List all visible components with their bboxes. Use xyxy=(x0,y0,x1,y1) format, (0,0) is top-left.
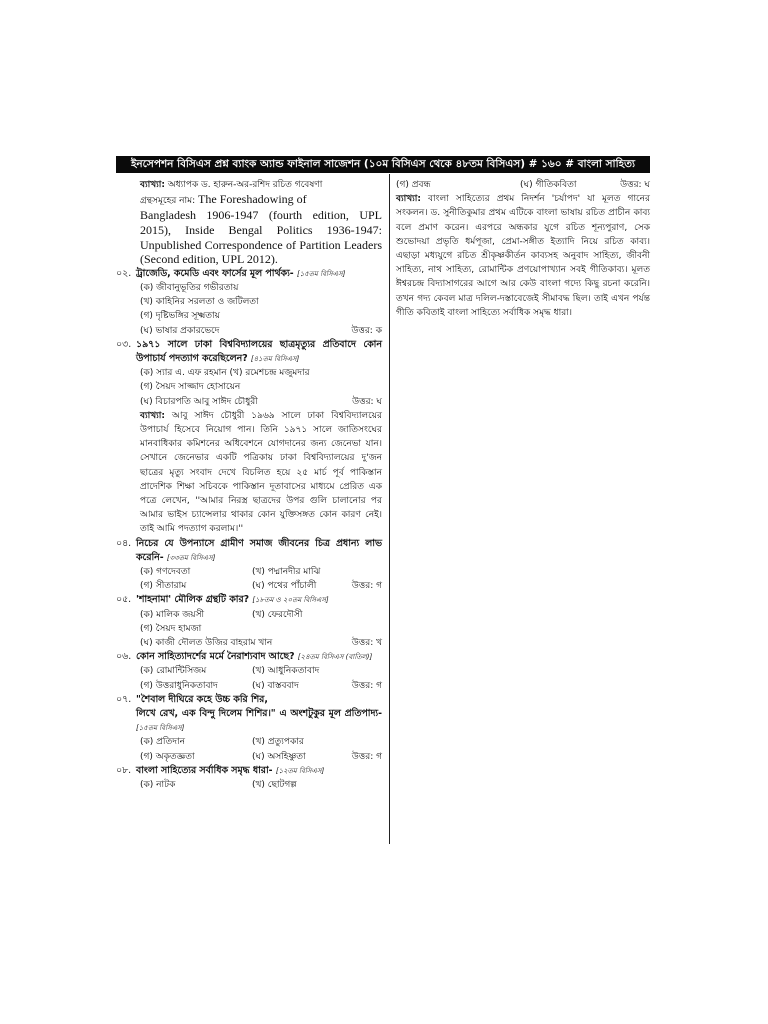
option-d: (ঘ) গীতিকবিতা xyxy=(520,180,577,190)
left-column xyxy=(116,178,382,792)
exam-tag: [৩৩তম বিসিএস] xyxy=(166,553,216,562)
question-text: কোন সাহিত্যাদর্শের মর্মে নৈরাশ্যবাদ আছে? xyxy=(136,651,295,663)
exam-tag: [৪১তম বিসিএস] xyxy=(250,355,300,363)
page-header-banner: ইনসেপশন বিসিএস প্রশ্ন ব্যাংক অ্যান্ড ফাইনাল সাজেশন (১০ম বিসিএস থেকে ৪৮তম বিসিএস) # ১৬০ # বাংলা সাহিত্য xyxy=(116,156,650,173)
option-a: (ক) জীবানুভূতির গভীরতায় xyxy=(140,282,239,293)
option-a: (ক) রোমান্টিসিজম xyxy=(140,666,207,677)
option-a: (ক) মালিক জয়সী xyxy=(140,609,205,620)
answer: উত্তর: ক xyxy=(351,325,382,336)
question-text: ট্রাজেডি, কমেডি এবং ফার্সের মূল পার্থক্য- xyxy=(136,267,294,279)
answer: উত্তর: ঘ xyxy=(352,396,382,407)
column-divider xyxy=(389,174,390,844)
question-08 xyxy=(116,764,382,792)
english-reference: Bangladesh 1906-1947 (fourth edition, UPL 2015), Inside Bengal Politics 1936-1947: Unpublished Correspondence of Partition Leaders (Second edition, UPL 2012). xyxy=(140,208,382,267)
question-text: বাংলা সাহিত্যের সর্বাধিক সমৃদ্ধ ধারা- xyxy=(136,764,273,776)
option-b: (খ) আধুনিকতাবাদ xyxy=(252,666,320,677)
option-d: (ঘ) বাস্তববাদ xyxy=(252,680,299,691)
answer: উত্তর: গ xyxy=(351,581,382,592)
question-text: এ অংশটুকুর মূল প্রতিপাদ্য- xyxy=(275,708,382,720)
option-c: (গ) সৈয়দ সাজ্জাদ হোসায়েন xyxy=(140,382,241,393)
option-b: (খ) ফেরদৌসী xyxy=(252,609,303,620)
answer: উত্তর: খ xyxy=(351,638,382,649)
explanation-label: ব্যাখ্যা: xyxy=(396,194,421,205)
question-number: ০৬. xyxy=(116,651,132,663)
question-number: ০২. xyxy=(116,267,132,279)
question-06 xyxy=(116,650,382,693)
option-d: (ঘ) কাজী দৌলত উজির বাহরাম খান xyxy=(140,638,273,649)
option-a: (ক) গণদেবতা xyxy=(140,567,191,578)
explanation: ব্যাখ্যা: আবু সাঈদ চৌধুরী ১৯৬৯ সালে ঢাকা বিশ্ববিদ্যালয়ের উপাচার্য হিসেবে নিয়োগ পান। তিনি ১৯৭১ সালে জাতিসংঘের মানবাধিকার কমিশনের অধিবেশনে যোগদানের জন্য জেনেভা যান। সেখানে জেনেভার একটি পত্রিকায় ঢাকা বিশ্ববিদ্যালয়ের দু'জন ছাত্রের মৃত্যু সংবাদ দেখে বিচলিত হয়ে ২৫ মার্চ পূর্ব পাকিস্তান প্রাদেশিক শিক্ষা সচিবকে পাকিস্তান দূতাবাসের মাধ্যমে প্রেরিত এক পত্রে লেখেন, ''আমার নিরস্ত্র ছাত্রদের উপর গুলি চালানোর পর আমার ভাইস চ্যান্সেলার থাকার কোন যুক্তিসঙ্গত কোন কারণ নেই। তাই আমি পদত্যাগ করলাম।'' xyxy=(140,410,382,535)
option-a: (ক) প্রতিদান xyxy=(140,737,185,748)
answer: উত্তর: গ xyxy=(351,680,382,691)
option-c: (গ) দৃষ্টিভঙ্গির সূক্ষ্মতায় xyxy=(140,311,220,322)
poem-line-2: লিখে রেখ, এক বিন্দু দিলেম শিশির।" xyxy=(136,708,276,720)
explanation-label: ব্যাখ্যা: xyxy=(140,410,165,421)
question-04 xyxy=(116,537,382,594)
question-05 xyxy=(116,593,382,650)
option-b: (খ) কাহিনির সরলতা ও জটিলতা xyxy=(140,297,259,308)
option-a-b: (ক) স্যার এ. এফ রহমান (খ) রমেশচন্দ্র মজুমদার xyxy=(140,368,310,379)
question-03 xyxy=(116,338,382,537)
question-number: ০৫. xyxy=(116,594,132,606)
option-d: (ঘ) অসহিষ্ণুতা xyxy=(252,751,306,762)
option-b: (খ) পদ্মানদীর মাঝি xyxy=(252,567,321,578)
poem-line-1: "শৈবাল দীঘিরে কহে উচ্চ করি শির, xyxy=(136,693,268,705)
option-d: (ঘ) ভাষার প্রকারভেদে xyxy=(140,325,220,336)
right-column xyxy=(396,178,650,320)
question-02 xyxy=(116,267,382,338)
option-c: (গ) সৈয়দ হামজা xyxy=(140,623,202,634)
question-number: ০৩. xyxy=(116,338,132,350)
exam-tag: [১২তম বিসিএস] xyxy=(275,766,325,775)
question-number: ০৪. xyxy=(116,537,132,549)
option-c: (গ) অকৃতজ্ঞতা xyxy=(140,751,195,762)
question-07 xyxy=(116,693,382,764)
option-c: (গ) প্রবন্ধ xyxy=(396,180,431,190)
question-number: ০৮. xyxy=(116,764,132,776)
option-c: (গ) সীতারাম xyxy=(140,581,187,592)
exam-tag: [১৫তম বিসিএস] xyxy=(296,269,346,278)
question-text: 'শাহনামা' মৌলিক গ্রন্থটি কার? xyxy=(136,594,250,606)
exam-tag: [১৫তম বিসিএস] xyxy=(136,724,185,733)
explanation-label: ব্যাখ্যা: xyxy=(140,180,165,190)
option-a: (ক) নাটক xyxy=(140,780,176,791)
option-c: (গ) উত্তরাধুনিকতাবাদ xyxy=(140,680,218,691)
option-d: (ঘ) পথের পাঁচালী xyxy=(252,581,317,592)
exam-tag: [১৮তম ও ২০তম বিসিএস] xyxy=(252,596,329,605)
answer: উত্তর: গ xyxy=(351,751,382,762)
q08-options-continued xyxy=(396,178,650,192)
intro-explanation: ব্যাখ্যা: অধ্যাপক ড. হারুন-অর-রশিদ রচিত গবেষণা গ্রন্থসমূহের নাম: The Foreshadowing of Bangladesh 1906-1947 (fourth edition, UPL 2015), Inside Bengal Politics 1936-1947: Unpublished Correspondence of Partition Leaders (Second edition, UPL 2012). xyxy=(140,180,382,267)
answer: উত্তর: ঘ xyxy=(620,180,650,190)
option-b: (খ) ছোটগল্প xyxy=(252,780,297,791)
exam-tag: [২৪তম বিসিএস (বাতিল)] xyxy=(297,653,373,662)
question-text: ১৯৭১ সালে ঢাকা বিশ্ববিদ্যালয়ের ছাত্রমৃত্যুর প্রতিবাদে কোন উপাচার্য পদত্যাগ করেছিলেন? xyxy=(136,338,382,364)
explanation: ব্যাখ্যা: বাংলা সাহিত্যের প্রথম নিদর্শন 'চর্যাপদ' যা মূলত গানের সংকলন। ড. সুনীতিকুমার প্রথম এটিকে বাংলা ভাষায় রচিত প্রাচীন কাব্য বলে প্রমাণ করেন। এরপরে অন্ধকার যুগে রচিত শূন্যপুরাণ, সেক শুভোদয়া প্রভৃতি ধর্মপূজা, প্রেমা-সঙ্গীত ইত্যাদি নিয়ে রচিত কাব্য। এছাড়া মধ্যযুগে রচিত শ্রীকৃষ্ণকীর্তন কাব্যসহ অনুবাদ সাহিত্য, জীবনী সাহিত্য, নাথ সাহিত্য, রোমান্টিক প্রণয়োপাখ্যান সবই গীতিকাব্য। মূলত ঈশ্বরচন্দ্র বিদ্যাসাগরের আগে আর কেউ বাংলা গদ্যে কিছু রচনা করেনি। তখন গদ্য কেবল মাত্র দলিল-দস্তাবেজেই সীমাবদ্ধ ছিল। তাই এখন পর্যন্ত গীতি কবিতাই বাংলা সাহিত্যে সর্বাধিক সমৃদ্ধ ধারা। xyxy=(396,194,650,318)
question-text: নিচের যে উপন্যাসে গ্রামীণ সমাজ জীবনের চিত্র প্রধান্য লাভ করেনি- xyxy=(136,537,382,563)
question-number: ০৭. xyxy=(116,693,132,705)
option-d: (ঘ) বিচারপতি আবু সাঈদ চৌধুরী xyxy=(140,396,258,407)
option-b: (খ) প্রত্যুপকার xyxy=(252,737,304,748)
